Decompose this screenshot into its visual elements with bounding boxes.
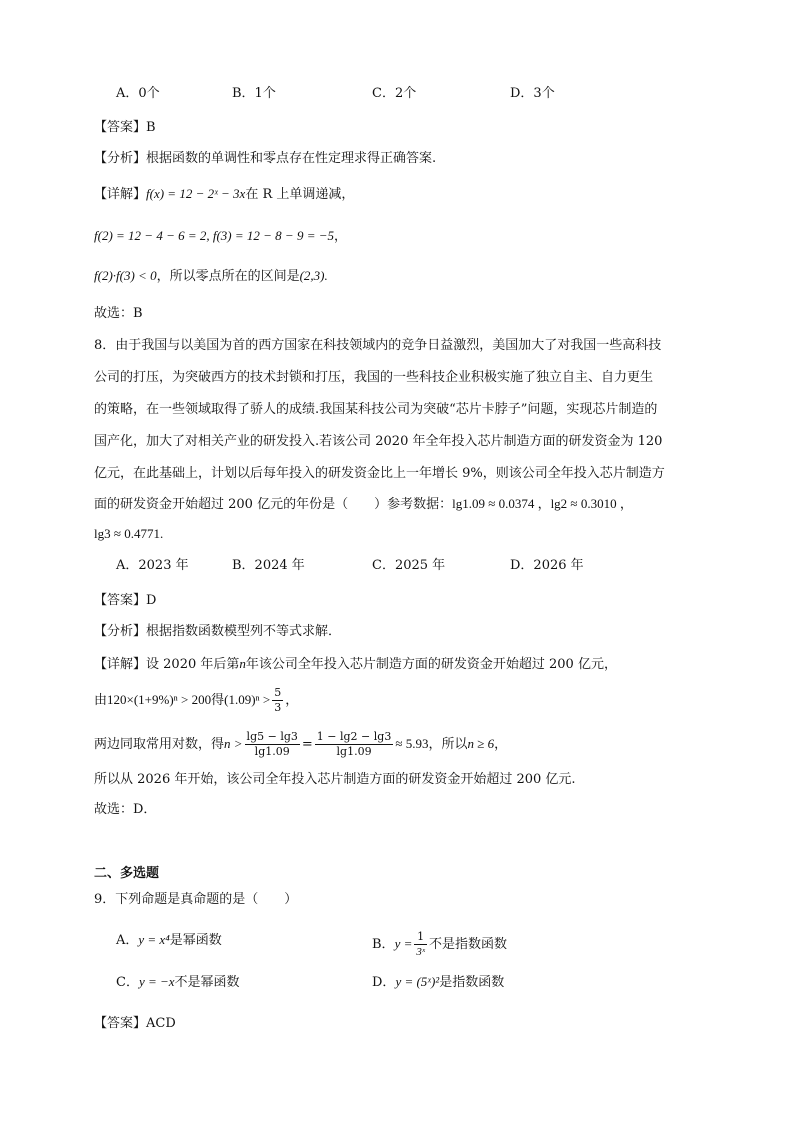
q7-option-b: B．1个 — [232, 86, 276, 101]
option-label: C． — [116, 975, 139, 990]
fraction — [245, 730, 300, 759]
analysis-text: 根据函数的单调性和零点存在性定理求得正确答案. — [146, 151, 437, 166]
section-title: 二、多选题 — [94, 866, 160, 881]
fraction — [315, 730, 394, 759]
q8-detail-line-2 — [94, 686, 298, 715]
q7-conclusion: 故选：B — [94, 306, 143, 321]
answer-value: ACD — [146, 1016, 176, 1031]
fraction-numerator: 1 — [414, 930, 427, 945]
fraction-numerator: lg5 − lg3 — [246, 730, 298, 743]
detail-text: 设 2020 年后第 — [146, 657, 240, 672]
math-expression: 120×(1+9%)ⁿ > 200 — [107, 692, 212, 707]
math-expression: n > — [224, 736, 243, 751]
answer-value: B — [146, 120, 156, 135]
math-expression: y = — [394, 936, 413, 951]
q9-option-d — [372, 972, 504, 993]
option-label: A． — [116, 933, 139, 948]
equals-sign: = — [301, 737, 313, 752]
q8-option-b: B．2024 年 — [232, 558, 305, 573]
q9-option-a — [116, 930, 222, 951]
analysis-tag: 【分析】 — [94, 624, 147, 639]
math-expression: (1.09)ⁿ > — [224, 692, 271, 707]
q9-option-c — [116, 972, 240, 993]
analysis-tag: 【分析】 — [94, 151, 147, 166]
q8-stem-line-7 — [94, 524, 163, 545]
q8-stem-line-5: 亿元，在此基础上，计划以后每年投入的研发资金比上一年增长 9%，则该公司全年投入芯片制造方 — [94, 466, 665, 481]
reference-data: lg3 ≈ 0.4771. — [94, 526, 164, 541]
detail-tag: 【详解】 — [94, 657, 147, 672]
answer-value: D — [146, 593, 157, 608]
q8-stem-line-6 — [94, 494, 633, 515]
fraction-denominator: lg1.09 — [336, 745, 372, 758]
option-label: B． — [372, 937, 395, 952]
q9-stem: 9．下列命题是真命题的是（ ） — [94, 892, 298, 907]
stem-text: 面的研发资金开始超过 200 亿元的年份是（ ）参考数据： — [94, 497, 453, 512]
detail-text: 年该公司全年投入芯片制造方面的研发资金开始超过 200 亿元， — [245, 657, 617, 672]
detail-text: ， — [334, 229, 348, 244]
answer-tag: 【答案】 — [94, 593, 147, 608]
fraction-denominator: 3ˣ — [416, 946, 425, 958]
detail-text: 两边同取常用对数，得 — [94, 737, 225, 752]
math-expression: n ≥ 6 — [467, 736, 495, 751]
detail-text: ， — [285, 693, 299, 708]
fraction-numerator: 5 — [274, 686, 282, 699]
q8-detail-line-4: 所以从 2026 年开始，该公司全年投入芯片制造方面的研发资金开始超过 200 亿元. — [94, 772, 576, 787]
q8-stem-line-3: 的策略，在一些领域取得了骄人的成绩.我国某科技公司为突破“芯片卡脖子”问题，实现芯片制造的 — [94, 402, 658, 417]
q7-detail-line-2 — [94, 226, 347, 247]
q8-stem-line-2: 公司的打压，为突破西方的技术封锁和打压，我国的一些科技企业积极实施了独立自主、自力更生 — [94, 370, 654, 385]
q8-stem-line-1: 8．由于我国与以美国为首的西方国家在科技领域内的竞争日益激烈，美国加大了对我国一些高科技 — [94, 338, 662, 353]
q9-option-b — [372, 930, 507, 959]
q8-analysis — [94, 622, 341, 642]
detail-text: 得 — [211, 693, 225, 708]
q8-detail-line-1 — [94, 654, 617, 675]
fraction — [272, 686, 283, 715]
q7-detail-line-3 — [94, 266, 328, 287]
fraction — [414, 930, 427, 959]
answer-tag: 【答案】 — [94, 1016, 147, 1031]
q8-stem-line-4: 国产化，加大了对相关产业的研发投入.若该公司 2020 年全年投入芯片制造方面的研发资金为 120 — [94, 434, 663, 449]
option-text: 是指数函数 — [439, 975, 505, 990]
math-expression: f(2)·f(3) < 0 — [94, 268, 157, 283]
math-expression: y = (5ˣ)² — [395, 974, 440, 989]
q7-option-a: A．0个 — [116, 86, 160, 101]
detail-text: 由 — [94, 693, 108, 708]
option-text: 不是指数函数 — [428, 937, 507, 952]
q8-conclusion: 故选：D． — [94, 802, 157, 817]
q7-option-d: D．3个 — [510, 86, 555, 101]
q7-option-c: C．2个 — [372, 86, 417, 101]
math-expression: f(x) = 12 − 2ˣ − 3x — [146, 186, 246, 201]
q9-answer — [94, 1014, 176, 1034]
detail-text: ， — [494, 737, 508, 752]
math-expression: f(2) = 12 − 4 − 6 = 2, f(3) = 12 − 8 − 9 = −5 — [94, 228, 334, 243]
q8-option-c: C．2025 年 — [372, 558, 446, 573]
q7-analysis — [94, 149, 436, 169]
variable-n: n — [239, 656, 246, 671]
fraction-denominator: 3 — [274, 701, 282, 714]
option-label: D． — [372, 975, 396, 990]
q8-option-a: A．2023 年 — [116, 558, 189, 573]
fraction-numerator: 1 − lg2 − lg3 — [316, 730, 392, 743]
q7-detail-line-1 — [94, 184, 354, 205]
math-expression: y = −x — [138, 974, 175, 989]
option-text: 不是幂函数 — [174, 975, 240, 990]
answer-tag: 【答案】 — [94, 120, 147, 135]
math-expression: ≈ 5.93 — [395, 736, 429, 751]
q7-answer — [94, 118, 156, 138]
reference-data: lg1.09 ≈ 0.0374 ，lg2 ≈ 0.3010 ， — [452, 496, 633, 511]
interval: (2,3). — [299, 268, 328, 283]
analysis-text: 根据指数函数模型列不等式求解． — [146, 624, 342, 639]
detail-text: 在 R 上单调递减， — [245, 187, 355, 202]
math-expression: y = x⁴ — [138, 932, 170, 947]
detail-text: ，所以 — [428, 737, 468, 752]
q8-option-d: D．2026 年 — [510, 558, 584, 573]
detail-tag: 【详解】 — [94, 187, 147, 202]
q8-detail-line-3 — [94, 730, 507, 759]
q8-answer — [94, 591, 156, 611]
option-text: 是幂函数 — [169, 933, 222, 948]
detail-text: ，所以零点所在的区间是 — [156, 269, 300, 284]
fraction-denominator: lg1.09 — [254, 745, 290, 758]
